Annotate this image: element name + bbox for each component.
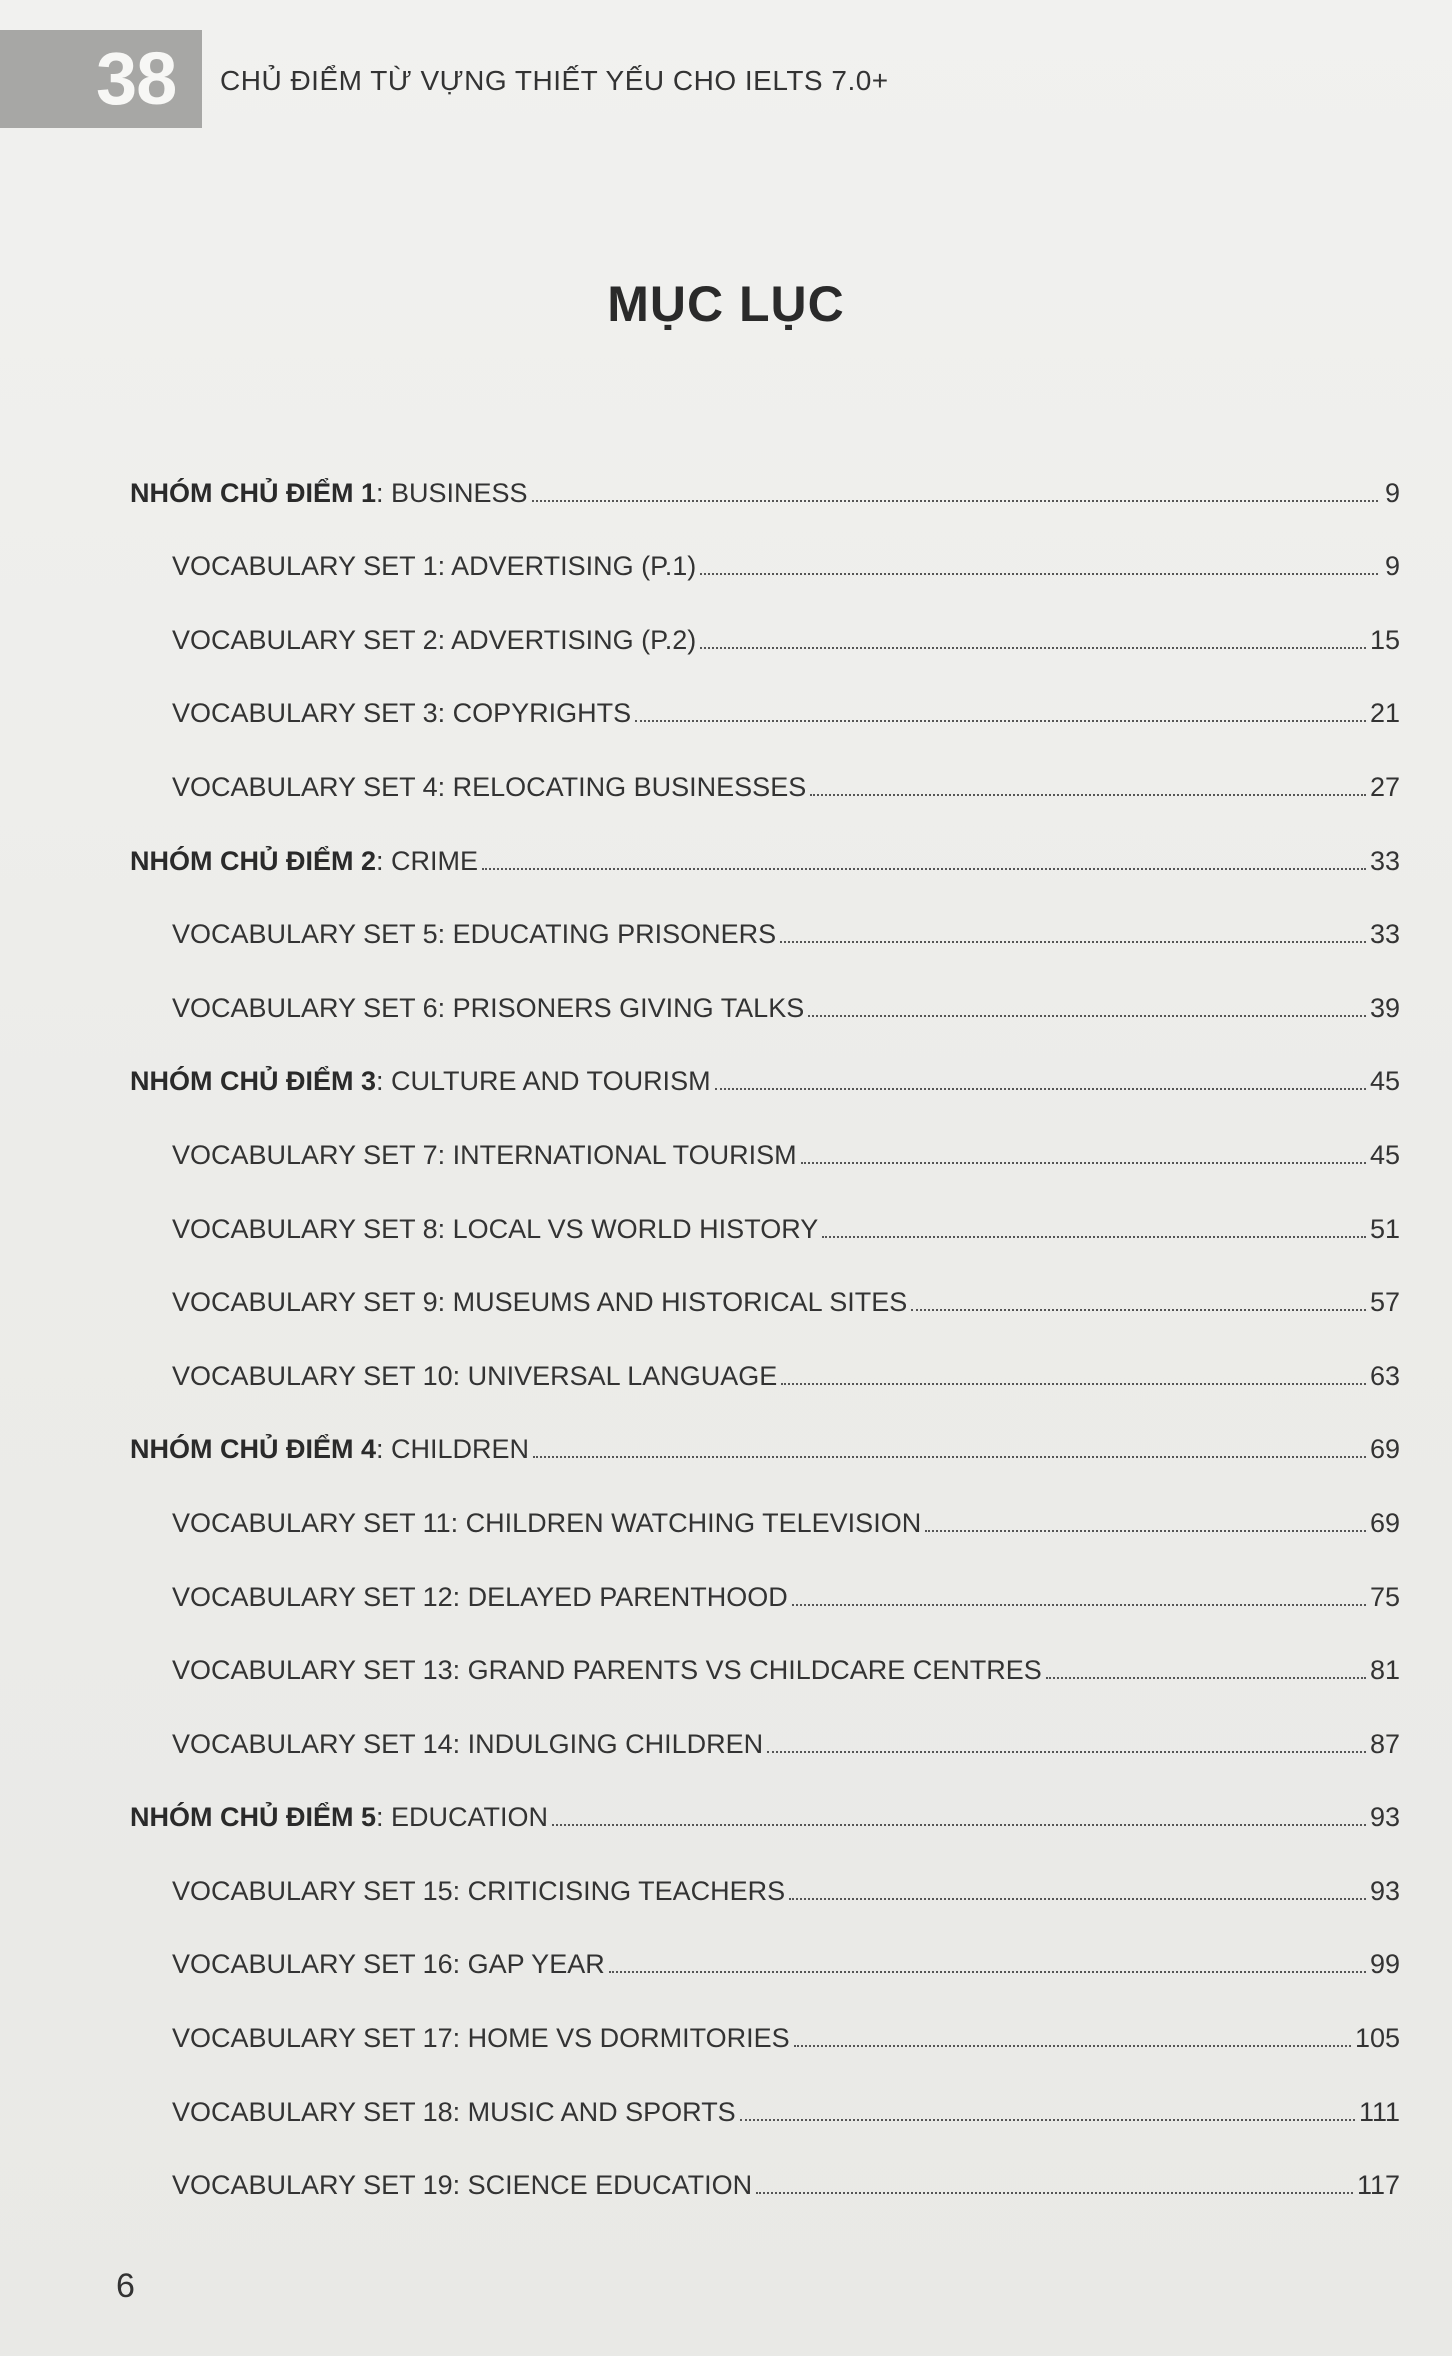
group-prefix: NHÓM CHỦ ĐIỂM 5 bbox=[130, 1802, 377, 1833]
entry-label bbox=[172, 1654, 1042, 1688]
entry-text: : CRIME bbox=[376, 845, 479, 876]
entry-label bbox=[172, 1360, 777, 1394]
toc-set-entry bbox=[130, 584, 1400, 658]
entry-text: VOCABULARY SET 6: PRISONERS GIVING TALKS bbox=[172, 992, 805, 1023]
dot-leader bbox=[911, 1309, 1366, 1311]
entry-text: VOCABULARY SET 17: HOME VS DORMITORIES bbox=[172, 2023, 790, 2054]
toc-set-entry bbox=[130, 2130, 1400, 2204]
toc-set-entry bbox=[130, 731, 1400, 805]
toc-set-entry bbox=[130, 1615, 1400, 1689]
entry-label bbox=[172, 1875, 785, 1909]
entry-page-number: 45 bbox=[1369, 1066, 1400, 1097]
entry-label bbox=[172, 918, 776, 952]
dot-leader bbox=[482, 868, 1366, 870]
entry-label bbox=[172, 1286, 907, 1320]
entry-page-number: 105 bbox=[1354, 2023, 1400, 2054]
entry-label bbox=[172, 1728, 763, 1762]
dot-leader bbox=[756, 2192, 1353, 2194]
entry-text: : BUSINESS bbox=[376, 477, 528, 508]
toc-group-entry bbox=[130, 1394, 1400, 1468]
entry-page-number: 63 bbox=[1369, 1360, 1400, 1391]
entry-page-number: 9 bbox=[1384, 477, 1400, 508]
dot-leader bbox=[792, 1604, 1366, 1606]
entry-label bbox=[130, 1065, 711, 1099]
entry-text: VOCABULARY SET 10: UNIVERSAL LANGUAGE bbox=[172, 1360, 778, 1391]
entry-label bbox=[172, 2096, 736, 2130]
entry-text: VOCABULARY SET 8: LOCAL VS WORLD HISTORY bbox=[172, 1213, 819, 1244]
entry-page-number: 57 bbox=[1369, 1287, 1400, 1318]
entry-label bbox=[130, 477, 528, 511]
table-of-contents bbox=[130, 437, 1400, 2203]
entry-text: VOCABULARY SET 16: GAP YEAR bbox=[172, 1949, 605, 1980]
toc-set-entry bbox=[130, 1835, 1400, 1909]
entry-label bbox=[130, 845, 478, 879]
entry-text: VOCABULARY SET 13: GRAND PARENTS VS CHILDCARE CENTRES bbox=[172, 1655, 1042, 1686]
entry-text: VOCABULARY SET 3: COPYRIGHTS bbox=[172, 698, 632, 729]
dot-leader bbox=[700, 573, 1378, 575]
toc-set-entry bbox=[130, 1173, 1400, 1247]
entry-text: : CULTURE AND TOURISM bbox=[376, 1066, 711, 1097]
entry-label bbox=[172, 2169, 752, 2203]
toc-set-entry bbox=[130, 1982, 1400, 2056]
group-prefix: NHÓM CHỦ ĐIỂM 3 bbox=[130, 1066, 377, 1097]
entry-label bbox=[172, 992, 804, 1026]
dot-leader bbox=[808, 1015, 1366, 1017]
entry-text: : EDUCATION bbox=[376, 1802, 549, 1833]
entry-label bbox=[172, 771, 806, 805]
entry-label bbox=[172, 1139, 797, 1173]
entry-page-number: 117 bbox=[1356, 2170, 1400, 2201]
entry-page-number: 93 bbox=[1369, 1802, 1400, 1833]
entry-text: VOCABULARY SET 18: MUSIC AND SPORTS bbox=[172, 2096, 736, 2127]
toc-set-entry bbox=[130, 879, 1400, 953]
entry-text: VOCABULARY SET 15: CRITICISING TEACHERS bbox=[172, 1875, 786, 1906]
entry-page-number: 111 bbox=[1358, 2096, 1400, 2127]
entry-label bbox=[172, 1581, 788, 1615]
dot-leader bbox=[635, 720, 1366, 722]
entry-page-number: 45 bbox=[1369, 1139, 1400, 1170]
entry-page-number: 69 bbox=[1369, 1507, 1400, 1538]
entry-page-number: 21 bbox=[1369, 698, 1400, 729]
entry-page-number: 39 bbox=[1369, 992, 1400, 1023]
dot-leader bbox=[715, 1088, 1366, 1090]
chapter-badge bbox=[0, 30, 202, 128]
dot-leader bbox=[781, 1383, 1366, 1385]
toc-title: MỤC LỤC bbox=[607, 276, 845, 332]
page-number: 6 bbox=[116, 2267, 135, 2305]
dot-leader bbox=[794, 2045, 1351, 2047]
toc-set-entry bbox=[130, 1467, 1400, 1541]
entry-text: VOCABULARY SET 9: MUSEUMS AND HISTORICAL SITES bbox=[172, 1287, 908, 1318]
entry-page-number: 81 bbox=[1369, 1655, 1400, 1686]
dot-leader bbox=[801, 1162, 1366, 1164]
entry-page-number: 75 bbox=[1369, 1581, 1400, 1612]
entry-text: VOCABULARY SET 12: DELAYED PARENTHOOD bbox=[172, 1581, 788, 1612]
dot-leader bbox=[552, 1824, 1366, 1826]
entry-label bbox=[172, 697, 631, 731]
dot-leader bbox=[532, 500, 1378, 502]
toc-group-entry bbox=[130, 805, 1400, 879]
dot-leader bbox=[789, 1898, 1366, 1900]
toc-set-entry bbox=[130, 1320, 1400, 1394]
dot-leader bbox=[1046, 1677, 1366, 1679]
entry-page-number: 33 bbox=[1369, 845, 1400, 876]
toc-group-entry bbox=[130, 437, 1400, 511]
entry-page-number: 99 bbox=[1369, 1949, 1400, 1980]
dot-leader bbox=[780, 941, 1366, 943]
dot-leader bbox=[810, 794, 1366, 796]
entry-page-number: 9 bbox=[1384, 551, 1400, 582]
chapter-number: 38 bbox=[96, 37, 177, 120]
toc-set-entry bbox=[130, 1247, 1400, 1321]
dot-leader bbox=[822, 1236, 1366, 1238]
entry-label bbox=[130, 1801, 548, 1835]
entry-page-number: 69 bbox=[1369, 1434, 1400, 1465]
entry-text: VOCABULARY SET 14: INDULGING CHILDREN bbox=[172, 1728, 764, 1759]
book-title: CHỦ ĐIỂM TỪ VỰNG THIẾT YẾU CHO IELTS 7.0+ bbox=[220, 65, 889, 96]
toc-group-entry bbox=[130, 1026, 1400, 1100]
dot-leader bbox=[740, 2119, 1355, 2121]
entry-text: VOCABULARY SET 11: CHILDREN WATCHING TELEVISION bbox=[172, 1507, 922, 1538]
entry-page-number: 27 bbox=[1369, 771, 1400, 802]
entry-label bbox=[172, 1948, 605, 1982]
entry-label bbox=[172, 1507, 921, 1541]
group-prefix: NHÓM CHỦ ĐIỂM 4 bbox=[130, 1434, 377, 1465]
entry-label bbox=[172, 624, 696, 658]
dot-leader bbox=[925, 1530, 1366, 1532]
entry-text: VOCABULARY SET 1: ADVERTISING (P.1) bbox=[172, 551, 697, 582]
toc-set-entry bbox=[130, 1099, 1400, 1173]
toc-set-entry bbox=[130, 1541, 1400, 1615]
entry-label bbox=[172, 550, 696, 584]
entry-text: VOCABULARY SET 19: SCIENCE EDUCATION bbox=[172, 2170, 753, 2201]
entry-label bbox=[130, 1433, 529, 1467]
group-prefix: NHÓM CHỦ ĐIỂM 2 bbox=[130, 845, 377, 876]
toc-group-entry bbox=[130, 1762, 1400, 1836]
entry-text: VOCABULARY SET 4: RELOCATING BUSINESSES bbox=[172, 771, 807, 802]
entry-text: VOCABULARY SET 7: INTERNATIONAL TOURISM bbox=[172, 1139, 797, 1170]
entry-page-number: 15 bbox=[1369, 624, 1400, 655]
entry-page-number: 33 bbox=[1369, 919, 1400, 950]
dot-leader bbox=[533, 1456, 1366, 1458]
entry-page-number: 51 bbox=[1369, 1213, 1400, 1244]
dot-leader bbox=[700, 647, 1366, 649]
entry-text: VOCABULARY SET 5: EDUCATING PRISONERS bbox=[172, 919, 777, 950]
group-prefix: NHÓM CHỦ ĐIỂM 1 bbox=[130, 477, 377, 508]
toc-set-entry bbox=[130, 1688, 1400, 1762]
entry-text: VOCABULARY SET 2: ADVERTISING (P.2) bbox=[172, 624, 697, 655]
entry-page-number: 93 bbox=[1369, 1875, 1400, 1906]
toc-set-entry bbox=[130, 658, 1400, 732]
dot-leader bbox=[609, 1971, 1366, 1973]
entry-label bbox=[172, 2022, 790, 2056]
toc-set-entry bbox=[130, 1909, 1400, 1983]
toc-set-entry bbox=[130, 2056, 1400, 2130]
entry-page-number: 87 bbox=[1369, 1728, 1400, 1759]
toc-set-entry bbox=[130, 511, 1400, 585]
entry-label bbox=[172, 1213, 818, 1247]
entry-text: : CHILDREN bbox=[376, 1434, 530, 1465]
dot-leader bbox=[767, 1751, 1366, 1753]
toc-set-entry bbox=[130, 952, 1400, 1026]
running-header bbox=[0, 30, 1452, 128]
